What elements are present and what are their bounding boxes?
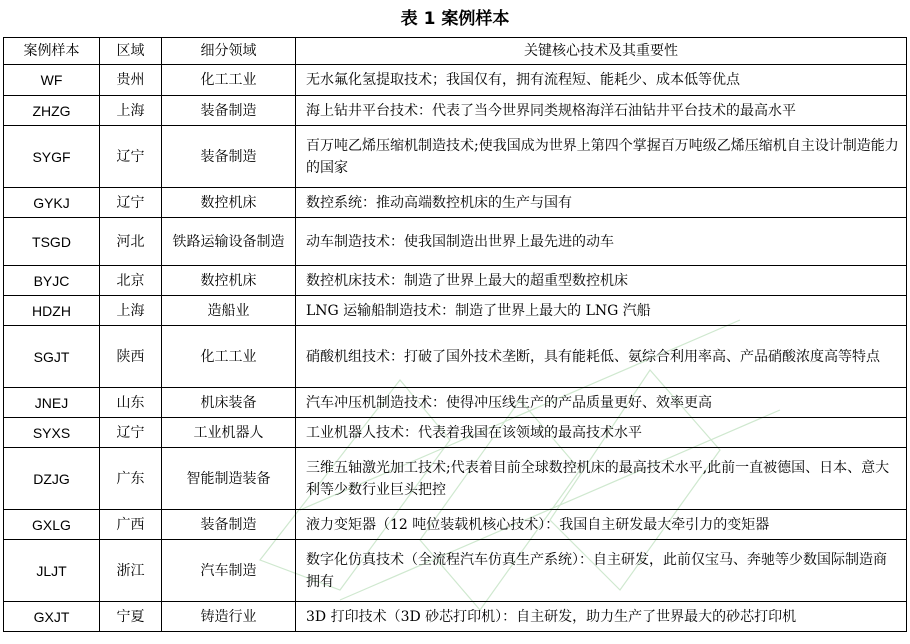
cell-field: 智能制造装备: [162, 448, 296, 510]
cell-sample: TSGD: [4, 218, 100, 266]
cell-field: 数控机床: [162, 266, 296, 296]
cell-tech: 数控机床技术：制造了世界上最大的超重型数控机床: [296, 266, 907, 296]
cell-sample: BYJC: [4, 266, 100, 296]
cell-region: 辽宁: [100, 418, 162, 448]
table-row: [4, 326, 907, 388]
cell-sample: ZHZG: [4, 96, 100, 126]
table-row: [4, 188, 907, 218]
table-row: [4, 126, 907, 188]
cell-tech: 无水氟化氢提取技术；我国仅有，拥有流程短、能耗少、成本低等优点: [296, 65, 907, 96]
table-row: [4, 296, 907, 326]
cell-sample: JNEJ: [4, 388, 100, 418]
header-region: 区域: [100, 38, 162, 65]
table-row: [4, 540, 907, 602]
cell-tech: 数控系统：推动高端数控机床的生产与国有: [296, 188, 907, 218]
cell-tech: 海上钻井平台技术：代表了当今世界同类规格海洋石油钻井平台技术的最高水平: [296, 96, 907, 126]
cell-region: 山东: [100, 388, 162, 418]
case-sample-table: [3, 37, 907, 632]
cell-tech: 三维五轴激光加工技术;代表着目前全球数控机床的最高技术水平,此前一直被德国、日本、意大利等少数行业巨头把控: [296, 448, 907, 510]
table-row: [4, 266, 907, 296]
cell-region: 浙江: [100, 540, 162, 602]
cell-sample: WF: [4, 65, 100, 96]
cell-region: 陕西: [100, 326, 162, 388]
cell-tech: 百万吨乙烯压缩机制造技术;使我国成为世界上第四个掌握百万吨级乙烯压缩机自主设计制造能力的国家: [296, 126, 907, 188]
cell-tech: 动车制造技术：使我国制造出世界上最先进的动车: [296, 218, 907, 266]
cell-field: 装备制造: [162, 96, 296, 126]
cell-region: 贵州: [100, 65, 162, 96]
cell-region: 辽宁: [100, 188, 162, 218]
cell-region: 辽宁: [100, 126, 162, 188]
cell-tech: 汽车冲压机制造技术：使得冲压线生产的产品质量更好、效率更高: [296, 388, 907, 418]
header-field: 细分领域: [162, 38, 296, 65]
table-row: [4, 602, 907, 632]
cell-tech: LNG 运输船制造技术：制造了世界上最大的 LNG 汽船: [296, 296, 907, 326]
cell-field: 化工工业: [162, 326, 296, 388]
cell-region: 北京: [100, 266, 162, 296]
cell-sample: HDZH: [4, 296, 100, 326]
cell-sample: JLJT: [4, 540, 100, 602]
cell-tech: 工业机器人技术：代表着我国在该领域的最高技术水平: [296, 418, 907, 448]
cell-field: 化工工业: [162, 65, 296, 96]
table-row: [4, 218, 907, 266]
table-row: [4, 418, 907, 448]
cell-field: 铁路运输设备制造: [162, 218, 296, 266]
cell-tech: 3D 打印技术（3D 砂芯打印机）：自主研发，助力生产了世界最大的砂芯打印机: [296, 602, 907, 632]
cell-tech: 数字化仿真技术（全流程汽车仿真生产系统）：自主研发，此前仅宝马、奔驰等少数国际制造商拥有: [296, 540, 907, 602]
cell-tech: 硝酸机组技术：打破了国外技术垄断，具有能耗低、氨综合利用率高、产品硝酸浓度高等特点: [296, 326, 907, 388]
cell-field: 装备制造: [162, 126, 296, 188]
table-title: 表 1 案例样本: [400, 9, 510, 29]
cell-region: 广西: [100, 510, 162, 540]
cell-field: 工业机器人: [162, 418, 296, 448]
cell-field: 造船业: [162, 296, 296, 326]
table-row: [4, 448, 907, 510]
cell-field: 机床装备: [162, 388, 296, 418]
header-sample: 案例样本: [4, 38, 100, 65]
cell-tech: 液力变矩器（12 吨位装载机核心技术）：我国自主研发最大牵引力的变矩器: [296, 510, 907, 540]
cell-region: 上海: [100, 296, 162, 326]
cell-sample: SYXS: [4, 418, 100, 448]
cell-sample: SGJT: [4, 326, 100, 388]
table-row: [4, 510, 907, 540]
table-row: [4, 65, 907, 96]
cell-region: 宁夏: [100, 602, 162, 632]
cell-sample: GXJT: [4, 602, 100, 632]
table-header-row: [4, 38, 907, 65]
cell-sample: GYKJ: [4, 188, 100, 218]
cell-field: 汽车制造: [162, 540, 296, 602]
table-row: [4, 388, 907, 418]
cell-sample: GXLG: [4, 510, 100, 540]
cell-sample: DZJG: [4, 448, 100, 510]
cell-region: 河北: [100, 218, 162, 266]
header-tech: 关键核心技术及其重要性: [296, 38, 907, 65]
cell-region: 广东: [100, 448, 162, 510]
cell-region: 上海: [100, 96, 162, 126]
cell-sample: SYGF: [4, 126, 100, 188]
cell-field: 装备制造: [162, 510, 296, 540]
cell-field: 数控机床: [162, 188, 296, 218]
cell-field: 铸造行业: [162, 602, 296, 632]
table-row: [4, 96, 907, 126]
